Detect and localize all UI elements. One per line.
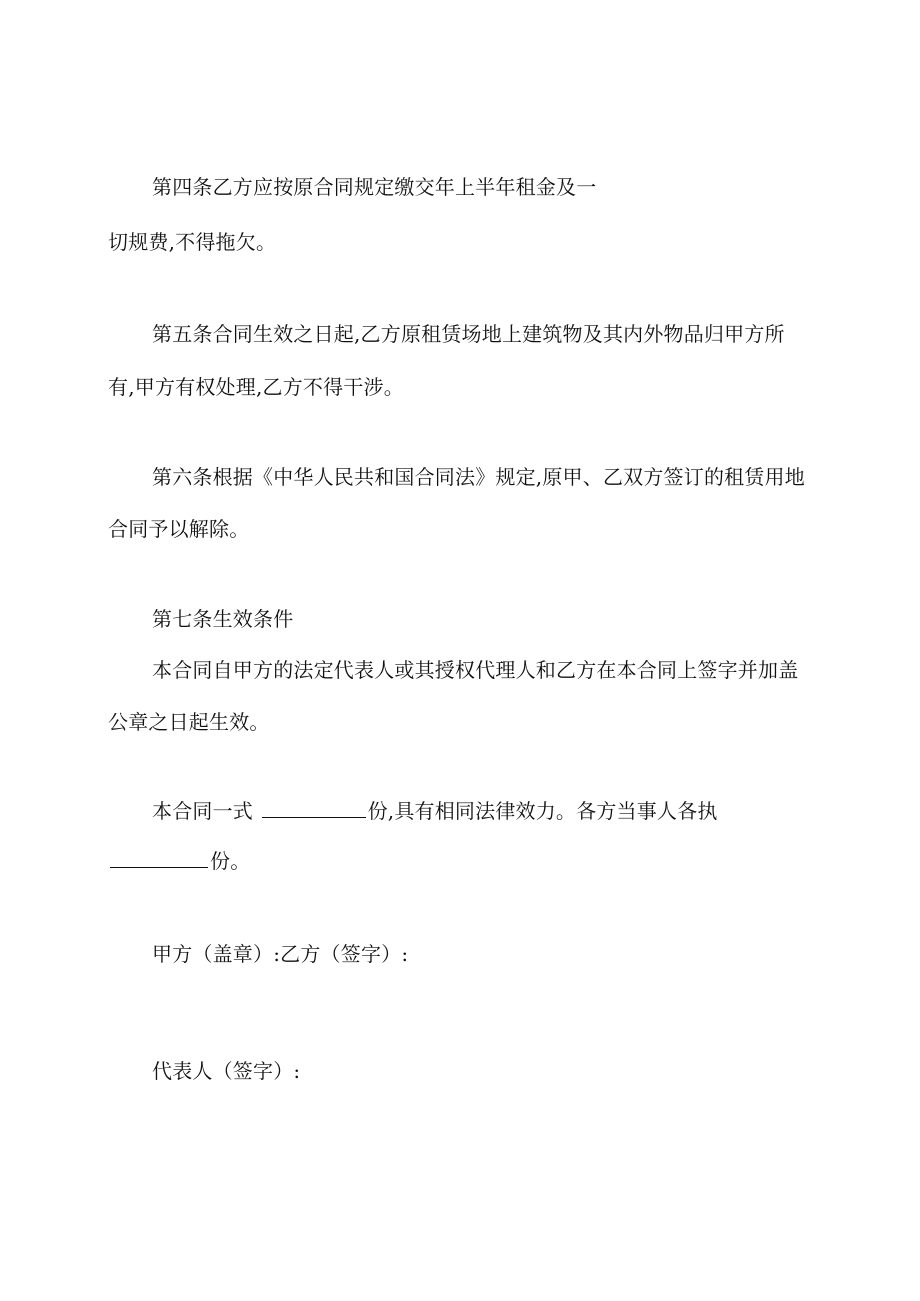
copies-count-blank: [262, 799, 366, 818]
copies-line-2: [110, 847, 250, 875]
copies-each-blank: [110, 849, 208, 868]
signature-representative-line: 代表人（签字）:: [152, 1059, 301, 1083]
article-7-line-2: 公章之日起生效。: [108, 710, 270, 734]
copies-line-1: [152, 797, 718, 825]
article-6-line-2: 合同予以解除。: [108, 517, 250, 541]
article-5-line-2: 有,甲方有权处理,乙方不得干涉。: [108, 375, 404, 399]
article-7-heading: 第七条生效条件: [152, 607, 294, 631]
copies-prefix: 本合同一式: [152, 799, 253, 823]
article-7-line-1: 本合同自甲方的法定代表人或其授权代理人和乙方在本合同上签字并加盖: [152, 658, 799, 682]
copies-middle: 份,具有相同法律效力。各方当事人各执: [367, 799, 718, 823]
article-4-line-1: 第四条乙方应按原合同规定缴交年上半年租金及一: [152, 175, 597, 199]
article-4-line-2: 切规费,不得拖欠。: [108, 230, 277, 254]
article-6-line-1: 第六条根据《中华人民共和国合同法》规定,原甲、乙双方签订的租赁用地: [152, 465, 805, 489]
article-5-line-1: 第五条合同生效之日起,乙方原租赁场地上建筑物及其内外物品归甲方所: [152, 322, 785, 346]
copies-suffix: 份。: [210, 849, 251, 873]
signature-party-line: 甲方（盖章）:乙方（签字）:: [152, 942, 409, 966]
